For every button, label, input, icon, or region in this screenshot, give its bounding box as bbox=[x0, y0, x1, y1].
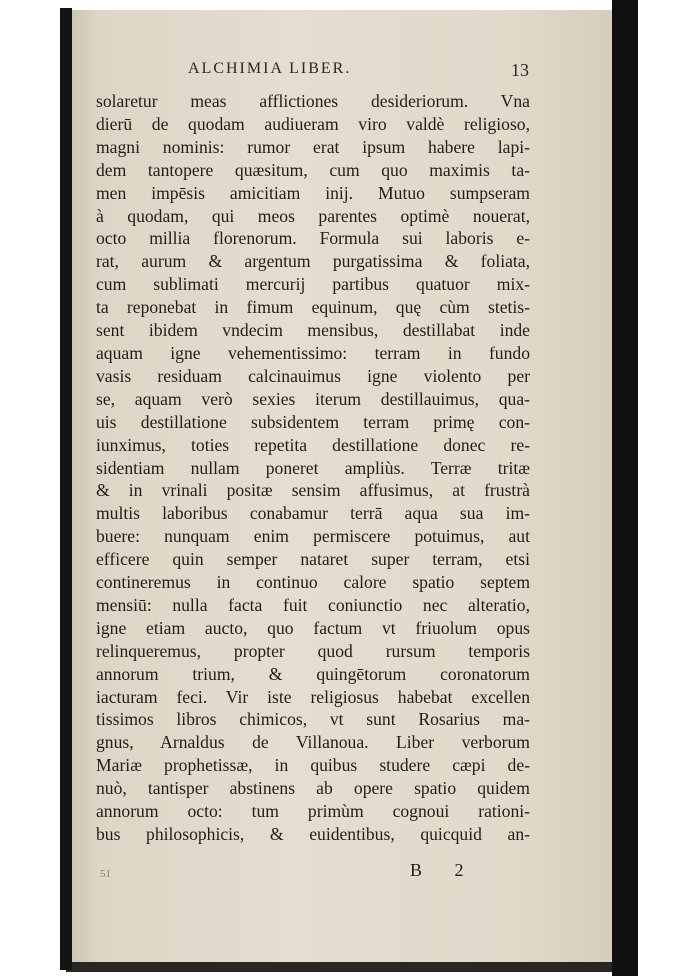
signature-mark: B 2 bbox=[410, 860, 478, 880]
text-line: efficere quin semper nataret super terram, etsi bbox=[96, 549, 530, 570]
page-number: 13 bbox=[511, 60, 529, 80]
text-line: dierū de quodam audiueram viro valdè religioso, bbox=[96, 113, 530, 134]
text-line: solaretur meas afflictiones desideriorum. Vna bbox=[96, 91, 530, 111]
text-line: & in vrinali positæ sensim affusimus, at frustrà bbox=[96, 480, 530, 501]
text-line: octo millia florenorum. Formula sui laboris e- bbox=[96, 228, 530, 249]
text-line: relinqueremus, propter quod rursum temporis bbox=[96, 640, 530, 661]
text-line: men impēsis amicitiam inij. Mutuo sumpseram bbox=[96, 182, 530, 203]
text-line: nuò, tantisper abstinens ab opere spatio quidem bbox=[96, 778, 530, 799]
text-line: iacturam feci. Vir iste religiosus habebat excellen bbox=[96, 686, 530, 707]
text-line: buere: nunquam enim permiscere potuimus, aut bbox=[96, 526, 530, 547]
text-line: sidentiam nullam poneret ampliùs. Terræ tritæ bbox=[96, 457, 530, 478]
text-line: Mariæ prophetissæ, in quibus studere cæpi de- bbox=[96, 755, 530, 776]
text-line: bus philosophicis, & euidentibus, quicquid an- bbox=[96, 824, 530, 844]
text-line: cum sublimati mercurij partibus quatuor mix- bbox=[96, 274, 530, 295]
text-line: iunximus, toties repetita destillatione donec re- bbox=[96, 434, 530, 455]
text-line: annorum trium, & quingētorum coronatorum bbox=[96, 663, 530, 684]
book-fore-edge bbox=[612, 0, 638, 976]
text-line: se, aquam verò sexies iterum destillauimus, qua- bbox=[96, 388, 530, 409]
text-line: sent ibidem vndecim mensibus, destillabat inde bbox=[96, 320, 530, 341]
left-margin bbox=[0, 0, 66, 976]
text-line: uis destillatione subsidentem terram primę con- bbox=[96, 411, 530, 432]
running-title: ALCHIMIA LIBER. bbox=[188, 60, 352, 77]
text-line: multis laboribus conabamur terrā aqua sua im- bbox=[96, 503, 530, 524]
text-line: igne etiam aucto, quo factum vt friuolum opus bbox=[96, 617, 530, 638]
text-line: mensiū: nulla facta fuit coniunctio nec alteratio, bbox=[96, 594, 530, 615]
book-spine-edge bbox=[60, 8, 72, 970]
text-line: rat, aurum & argentum purgatissima & foliata, bbox=[96, 251, 530, 272]
text-line: à quodam, qui meos parentes optimè nouerat, bbox=[96, 205, 530, 226]
text-line: gnus, Arnaldus de Villanoua. Liber verborum bbox=[96, 732, 530, 753]
text-line: annorum octo: tum primùm cognoui rationi- bbox=[96, 801, 530, 822]
text-line: magni nominis: rumor erat ipsum habere lapi- bbox=[96, 136, 530, 157]
text-line: tissimos libros chimicos, vt sunt Rosarius ma- bbox=[96, 709, 530, 730]
text-line: vasis residuam calcinauimus igne violento per bbox=[96, 365, 530, 386]
bleed-through-mark: 51 bbox=[100, 868, 111, 880]
body-text bbox=[96, 90, 530, 846]
text-line: aquam igne vehementissimo: terram in fundo bbox=[96, 342, 530, 363]
text-line: ta reponebat in fimum equinum, quę cùm stetis- bbox=[96, 297, 530, 318]
text-line: dem tantopere quæsitum, cum quo maximis ta- bbox=[96, 159, 530, 180]
text-line: contineremus in continuo calore spatio septem bbox=[96, 572, 530, 593]
page-bottom-edge bbox=[66, 962, 614, 972]
